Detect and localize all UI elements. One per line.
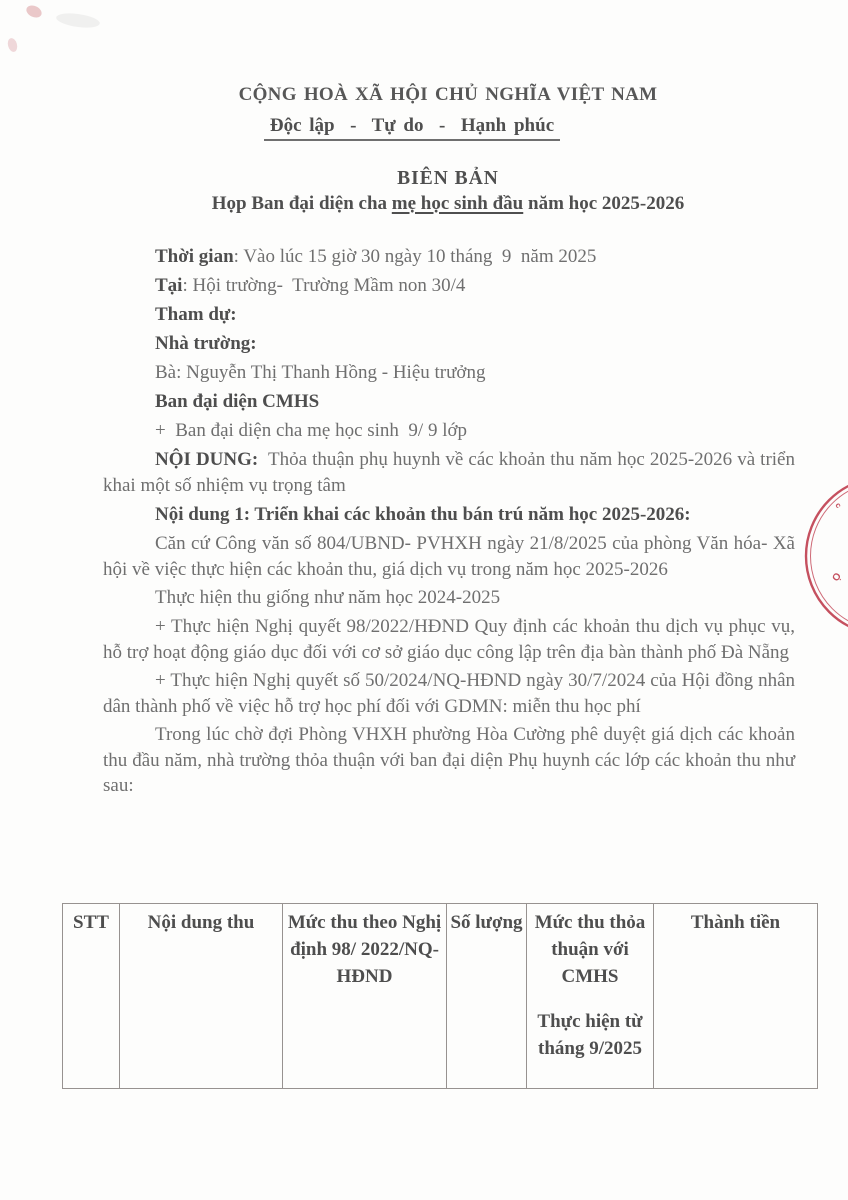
col-header-mucthu-nghidinh: Mức thu theo Nghị định 98/ 2022/NQ-HĐND [283,904,447,1089]
document-subject [103,193,793,215]
document-body [103,244,795,802]
meta-attendees: Tham dự: [155,304,237,325]
meta-principal: Bà: Nguyễn Thị Thanh Hồng - Hiệu trưởng [155,362,486,383]
col-header-soluong: Số lượng [447,904,527,1089]
meta-place [103,273,795,299]
national-title: CỘNG HOÀ XÃ HỘI CHỦ NGHĨA VIỆT NAM [238,84,658,105]
paragraph-thuchien-giong: Thực hiện thu giống như năm học 2024-2025 [155,587,501,608]
meta-place-label: Tại [155,275,183,296]
col-header-noidungthu: Nội dung thu [120,904,283,1089]
content-label: NỘI DUNG: [155,449,259,470]
stamp-fragment-top: c [833,500,844,510]
meta-school: Nhà trường: [155,333,257,354]
subject-suffix: năm học 2025-2026 [523,193,685,214]
stamp-fragment-bottom: Ọ [830,571,844,584]
paragraph-content-summary [103,447,795,499]
scan-smudge [24,3,43,20]
col-header-thanhtien: Thành tiền [654,904,818,1089]
col-header-mucthu-thoathuan [527,904,654,1089]
meta-cmhs: Ban đại diện CMHS [155,391,320,412]
meta-time-value: : Vào lúc 15 giờ 30 ngày 10 tháng 9 năm 2025 [233,246,597,267]
content-text: Thỏa thuận phụ huynh về các khoản thu năm học 2025-2026 và triển khai một số nhiệm vụ trọng tâm [103,449,795,496]
col-header-mucthu-thoathuan-text: Mức thu thỏa thuận với CMHS [534,912,646,987]
paragraph-cancu: Căn cứ Công văn số 804/UBND- PVHXH ngày 21/8/2025 của phòng Văn hóa- Xã hội về việc thực hiện các khoản thu, giá dịch vụ trong năm học 2025-2026 [103,533,795,580]
section1-title: Nội dung 1: Triển khai các khoản thu bán trú năm học 2025-2026: [155,504,691,525]
col-header-stt: STT [63,904,120,1089]
subject-underlined-part: mẹ học sinh đầu [391,193,524,214]
national-motto: Độc lập - Tự do - Hạnh phúc [264,115,560,141]
subject-prefix: Họp Ban đại diện cha [211,193,392,214]
scan-smudge [55,11,100,30]
document-header [103,84,793,215]
meta-cmhs-line: + Ban đại diện cha mẹ học sinh 9/ 9 lớp [155,420,468,441]
paragraph-trongluc: Trong lúc chờ đợi Phòng VHXH phường Hòa Cường phê duyệt giá dịch các khoản thu đầu năm, nhà trường thỏa thuận với ban đại diện Phụ huynh các lớp các khoản thu như sau: [103,724,795,796]
meta-time-label: Thời gian [155,246,234,267]
paragraph-nq98: + Thực hiện Nghị quyết 98/2022/HĐND Quy định các khoản thu dịch vụ phục vụ, hỗ trợ hoạt động giáo dục đối với cơ sở giáo dục công lập trên địa bàn thành phố Đà Nẵng [103,616,795,663]
fee-table-header-row [63,904,818,1089]
meta-place-value: : Hội trường- Trường Mầm non 30/4 [182,275,466,296]
fee-table [62,903,818,1089]
official-red-stamp-partial [793,478,848,638]
document-title: BIÊN BẢN [397,168,499,189]
scan-smudge [6,37,18,53]
col-header-thuchien-note: Thực hiện từ tháng 9/2025 [537,1011,643,1059]
paragraph-nq50: + Thực hiện Nghị quyết số 50/2024/NQ-HĐND ngày 30/7/2024 của Hội đồng nhân dân thành phố về việc hỗ trợ học phí đối với GDMN: miễn thu học phí [103,670,795,717]
meta-time [103,244,795,270]
